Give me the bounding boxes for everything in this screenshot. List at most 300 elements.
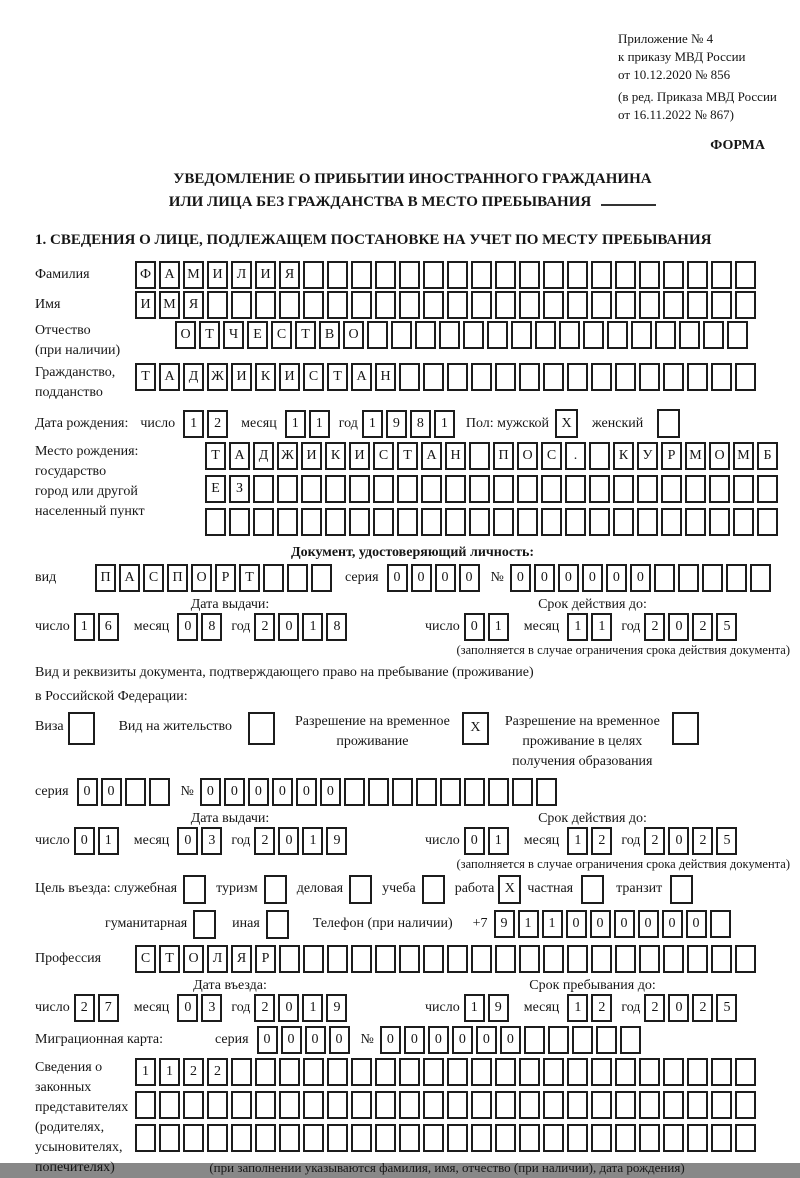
form-cell[interactable] — [415, 321, 436, 349]
form-cell[interactable] — [639, 1091, 660, 1119]
form-cell[interactable]: 2 — [692, 827, 713, 855]
form-cell[interactable] — [487, 321, 508, 349]
form-cell[interactable]: Р — [661, 442, 682, 470]
form-cell[interactable] — [750, 564, 771, 592]
form-cell[interactable] — [469, 442, 490, 470]
permit-issue-year-cells[interactable] — [254, 827, 350, 855]
form-cell[interactable]: Т — [327, 363, 348, 391]
private-checkbox[interactable] — [581, 875, 604, 904]
form-cell[interactable]: 0 — [638, 910, 659, 938]
form-cell[interactable] — [709, 475, 730, 503]
form-cell[interactable] — [543, 1091, 564, 1119]
form-cell[interactable]: С — [271, 321, 292, 349]
form-cell[interactable] — [423, 261, 444, 289]
form-cell[interactable] — [543, 1058, 564, 1086]
form-cell[interactable]: М — [183, 261, 204, 289]
form-cell[interactable] — [735, 945, 756, 973]
form-cell[interactable] — [711, 291, 732, 319]
form-cell[interactable] — [733, 475, 754, 503]
form-cell[interactable]: 0 — [510, 564, 531, 592]
male-checkbox[interactable]: X — [555, 409, 578, 438]
form-cell[interactable] — [735, 363, 756, 391]
form-cell[interactable]: 1 — [302, 613, 323, 641]
form-cell[interactable] — [135, 1124, 156, 1152]
form-cell[interactable] — [351, 1124, 372, 1152]
other-checkbox[interactable] — [266, 910, 289, 939]
form-cell[interactable] — [495, 945, 516, 973]
form-cell[interactable] — [327, 1124, 348, 1152]
form-cell[interactable]: 9 — [488, 994, 509, 1022]
form-cell[interactable] — [679, 321, 700, 349]
form-cell[interactable] — [567, 1091, 588, 1119]
form-cell[interactable]: К — [613, 442, 634, 470]
form-cell[interactable] — [567, 945, 588, 973]
form-cell[interactable] — [183, 1124, 204, 1152]
form-cell[interactable]: 0 — [305, 1026, 326, 1054]
form-cell[interactable]: Н — [445, 442, 466, 470]
form-cell[interactable]: 1 — [567, 613, 588, 641]
form-cell[interactable]: О — [175, 321, 196, 349]
surname-cells[interactable] — [135, 261, 759, 289]
form-cell[interactable] — [543, 363, 564, 391]
form-cell[interactable] — [567, 1058, 588, 1086]
form-cell[interactable] — [615, 1058, 636, 1086]
form-cell[interactable]: 0 — [500, 1026, 521, 1054]
form-cell[interactable] — [735, 291, 756, 319]
form-cell[interactable]: 1 — [74, 613, 95, 641]
form-cell[interactable]: 0 — [476, 1026, 497, 1054]
form-cell[interactable]: Т — [205, 442, 226, 470]
form-cell[interactable] — [303, 1124, 324, 1152]
form-cell[interactable] — [349, 508, 370, 536]
form-cell[interactable] — [709, 508, 730, 536]
form-cell[interactable] — [303, 261, 324, 289]
form-cell[interactable] — [711, 1091, 732, 1119]
reps-row1-cells[interactable] — [135, 1058, 759, 1086]
form-cell[interactable]: 0 — [411, 564, 432, 592]
form-cell[interactable] — [702, 564, 723, 592]
form-cell[interactable] — [399, 363, 420, 391]
stay-month-cells[interactable] — [567, 994, 615, 1022]
residence-permit-checkbox[interactable] — [248, 712, 275, 745]
form-cell[interactable]: Ф — [135, 261, 156, 289]
form-cell[interactable]: Н — [375, 363, 396, 391]
form-cell[interactable] — [207, 291, 228, 319]
form-cell[interactable] — [303, 1058, 324, 1086]
form-cell[interactable]: Д — [183, 363, 204, 391]
form-cell[interactable] — [519, 291, 540, 319]
migr-series-cells[interactable] — [257, 1026, 353, 1054]
form-cell[interactable] — [279, 291, 300, 319]
form-cell[interactable]: П — [95, 564, 116, 592]
form-cell[interactable]: Е — [247, 321, 268, 349]
form-cell[interactable]: . — [565, 442, 586, 470]
form-cell[interactable]: О — [183, 945, 204, 973]
form-cell[interactable] — [637, 508, 658, 536]
form-cell[interactable] — [735, 1124, 756, 1152]
form-cell[interactable]: 0 — [452, 1026, 473, 1054]
form-cell[interactable] — [464, 778, 485, 806]
form-cell[interactable]: Е — [205, 475, 226, 503]
form-cell[interactable] — [416, 778, 437, 806]
form-cell[interactable]: О — [517, 442, 538, 470]
form-cell[interactable] — [572, 1026, 593, 1054]
form-cell[interactable] — [541, 508, 562, 536]
form-cell[interactable] — [710, 910, 731, 938]
form-cell[interactable]: 0 — [404, 1026, 425, 1054]
form-cell[interactable]: 1 — [362, 410, 383, 438]
form-cell[interactable] — [517, 475, 538, 503]
form-cell[interactable] — [495, 363, 516, 391]
form-cell[interactable] — [471, 291, 492, 319]
form-cell[interactable] — [471, 1091, 492, 1119]
form-cell[interactable] — [495, 291, 516, 319]
form-cell[interactable]: 7 — [98, 994, 119, 1022]
permit-number-cells[interactable] — [200, 778, 560, 806]
form-cell[interactable]: П — [167, 564, 188, 592]
tourism-checkbox[interactable] — [264, 875, 287, 904]
form-cell[interactable]: 9 — [386, 410, 407, 438]
birthplace-row2-cells[interactable] — [205, 475, 781, 503]
form-cell[interactable] — [687, 1058, 708, 1086]
phone-cells[interactable] — [494, 910, 734, 938]
form-cell[interactable] — [205, 508, 226, 536]
form-cell[interactable]: 0 — [200, 778, 221, 806]
form-cell[interactable] — [447, 1124, 468, 1152]
form-cell[interactable]: 2 — [254, 994, 275, 1022]
form-cell[interactable] — [255, 291, 276, 319]
work-checkbox[interactable]: X — [498, 875, 521, 904]
migr-number-cells[interactable] — [380, 1026, 644, 1054]
form-cell[interactable] — [583, 321, 604, 349]
form-cell[interactable] — [277, 475, 298, 503]
form-cell[interactable] — [639, 291, 660, 319]
transit-checkbox[interactable] — [670, 875, 693, 904]
form-cell[interactable]: А — [119, 564, 140, 592]
form-cell[interactable] — [519, 1124, 540, 1152]
form-cell[interactable]: З — [229, 475, 250, 503]
visa-checkbox[interactable] — [68, 712, 95, 745]
doc-valid-year-cells[interactable] — [644, 613, 740, 641]
form-cell[interactable] — [567, 291, 588, 319]
form-cell[interactable] — [543, 1124, 564, 1152]
form-cell[interactable]: А — [351, 363, 372, 391]
form-cell[interactable]: 1 — [542, 910, 563, 938]
form-cell[interactable]: 0 — [177, 994, 198, 1022]
form-cell[interactable]: 1 — [567, 827, 588, 855]
form-cell[interactable]: 1 — [302, 994, 323, 1022]
form-cell[interactable]: О — [343, 321, 364, 349]
form-cell[interactable] — [125, 778, 146, 806]
form-cell[interactable]: 0 — [459, 564, 480, 592]
form-cell[interactable]: 3 — [201, 827, 222, 855]
form-cell[interactable]: 9 — [326, 827, 347, 855]
form-cell[interactable]: С — [303, 363, 324, 391]
form-cell[interactable] — [423, 291, 444, 319]
form-cell[interactable] — [447, 291, 468, 319]
form-cell[interactable]: Т — [295, 321, 316, 349]
permit-valid-year-cells[interactable] — [644, 827, 740, 855]
form-cell[interactable]: Т — [239, 564, 260, 592]
form-cell[interactable] — [327, 261, 348, 289]
form-cell[interactable] — [519, 363, 540, 391]
form-cell[interactable] — [327, 945, 348, 973]
form-cell[interactable]: Т — [397, 442, 418, 470]
form-cell[interactable] — [351, 1091, 372, 1119]
form-cell[interactable] — [620, 1026, 641, 1054]
form-cell[interactable] — [301, 475, 322, 503]
form-cell[interactable]: 0 — [662, 910, 683, 938]
form-cell[interactable]: 0 — [296, 778, 317, 806]
form-cell[interactable]: 1 — [98, 827, 119, 855]
form-cell[interactable] — [488, 778, 509, 806]
doc-issue-year-cells[interactable] — [254, 613, 350, 641]
entry-day-cells[interactable] — [74, 994, 122, 1022]
form-cell[interactable] — [591, 261, 612, 289]
form-cell[interactable] — [367, 321, 388, 349]
form-cell[interactable] — [277, 508, 298, 536]
form-cell[interactable] — [279, 1124, 300, 1152]
form-cell[interactable] — [687, 291, 708, 319]
form-cell[interactable] — [519, 1058, 540, 1086]
form-cell[interactable] — [231, 1058, 252, 1086]
form-cell[interactable]: 0 — [387, 564, 408, 592]
form-cell[interactable] — [548, 1026, 569, 1054]
form-cell[interactable]: 5 — [716, 613, 737, 641]
form-cell[interactable] — [399, 1124, 420, 1152]
form-cell[interactable]: 1 — [591, 613, 612, 641]
form-cell[interactable] — [351, 291, 372, 319]
form-cell[interactable]: 1 — [488, 827, 509, 855]
form-cell[interactable]: 2 — [254, 613, 275, 641]
form-cell[interactable]: 0 — [74, 827, 95, 855]
patronymic-cells[interactable] — [175, 321, 751, 349]
doc-type-cells[interactable] — [95, 564, 335, 592]
form-cell[interactable]: 1 — [135, 1058, 156, 1086]
form-cell[interactable]: 1 — [567, 994, 588, 1022]
form-cell[interactable]: 0 — [101, 778, 122, 806]
birth-month-cells[interactable] — [285, 410, 333, 438]
form-cell[interactable]: 8 — [201, 613, 222, 641]
form-cell[interactable] — [726, 564, 747, 592]
stay-day-cells[interactable] — [464, 994, 512, 1022]
form-cell[interactable] — [445, 508, 466, 536]
form-cell[interactable]: 0 — [606, 564, 627, 592]
form-cell[interactable] — [423, 1124, 444, 1152]
form-cell[interactable] — [637, 475, 658, 503]
form-cell[interactable] — [392, 778, 413, 806]
form-cell[interactable]: А — [159, 261, 180, 289]
form-cell[interactable]: 5 — [716, 994, 737, 1022]
form-cell[interactable]: 0 — [278, 827, 299, 855]
form-cell[interactable]: 0 — [428, 1026, 449, 1054]
form-cell[interactable] — [639, 363, 660, 391]
form-cell[interactable] — [663, 945, 684, 973]
form-cell[interactable] — [159, 1091, 180, 1119]
form-cell[interactable] — [495, 261, 516, 289]
form-cell[interactable] — [279, 1091, 300, 1119]
form-cell[interactable] — [311, 564, 332, 592]
permit-valid-day-cells[interactable] — [464, 827, 512, 855]
form-cell[interactable]: 1 — [434, 410, 455, 438]
form-cell[interactable] — [421, 508, 442, 536]
form-cell[interactable]: И — [255, 261, 276, 289]
form-cell[interactable] — [447, 1091, 468, 1119]
form-cell[interactable]: И — [135, 291, 156, 319]
form-cell[interactable]: 8 — [410, 410, 431, 438]
form-cell[interactable]: И — [207, 261, 228, 289]
form-cell[interactable]: 0 — [464, 613, 485, 641]
form-cell[interactable] — [615, 945, 636, 973]
form-cell[interactable] — [495, 1124, 516, 1152]
form-cell[interactable] — [391, 321, 412, 349]
form-cell[interactable] — [495, 1058, 516, 1086]
form-cell[interactable] — [375, 291, 396, 319]
form-cell[interactable] — [149, 778, 170, 806]
form-cell[interactable] — [565, 508, 586, 536]
form-cell[interactable]: 0 — [329, 1026, 350, 1054]
form-cell[interactable] — [327, 1058, 348, 1086]
temp-residence-checkbox[interactable]: X — [462, 712, 489, 745]
form-cell[interactable] — [711, 363, 732, 391]
form-cell[interactable]: Т — [159, 945, 180, 973]
form-cell[interactable] — [327, 291, 348, 319]
form-cell[interactable] — [639, 945, 660, 973]
citizenship-cells[interactable] — [135, 363, 759, 391]
form-cell[interactable] — [565, 475, 586, 503]
form-cell[interactable] — [687, 261, 708, 289]
form-cell[interactable]: И — [231, 363, 252, 391]
form-cell[interactable] — [447, 261, 468, 289]
form-cell[interactable] — [255, 1058, 276, 1086]
form-cell[interactable] — [687, 945, 708, 973]
form-cell[interactable]: Д — [253, 442, 274, 470]
form-cell[interactable] — [253, 475, 274, 503]
form-cell[interactable] — [255, 1124, 276, 1152]
form-cell[interactable]: С — [373, 442, 394, 470]
form-cell[interactable]: 0 — [177, 827, 198, 855]
doc-series-cells[interactable] — [387, 564, 483, 592]
form-cell[interactable] — [351, 1058, 372, 1086]
form-cell[interactable] — [615, 363, 636, 391]
form-cell[interactable]: Р — [215, 564, 236, 592]
form-cell[interactable] — [207, 1091, 228, 1119]
form-cell[interactable]: 2 — [692, 994, 713, 1022]
form-cell[interactable]: 2 — [74, 994, 95, 1022]
form-cell[interactable] — [519, 1091, 540, 1119]
doc-valid-month-cells[interactable] — [567, 613, 615, 641]
doc-issue-month-cells[interactable] — [177, 613, 225, 641]
form-cell[interactable] — [517, 508, 538, 536]
form-cell[interactable]: И — [279, 363, 300, 391]
form-cell[interactable]: 2 — [183, 1058, 204, 1086]
form-cell[interactable] — [399, 945, 420, 973]
form-cell[interactable] — [445, 475, 466, 503]
form-cell[interactable]: 1 — [518, 910, 539, 938]
form-cell[interactable]: Р — [255, 945, 276, 973]
form-cell[interactable]: С — [135, 945, 156, 973]
form-cell[interactable] — [423, 1091, 444, 1119]
name-cells[interactable] — [135, 291, 759, 319]
form-cell[interactable] — [607, 321, 628, 349]
form-cell[interactable]: 2 — [692, 613, 713, 641]
form-cell[interactable]: Ч — [223, 321, 244, 349]
form-cell[interactable] — [135, 1091, 156, 1119]
form-cell[interactable] — [639, 1058, 660, 1086]
reps-row3-cells[interactable] — [135, 1124, 759, 1152]
form-cell[interactable]: 0 — [558, 564, 579, 592]
form-cell[interactable]: В — [319, 321, 340, 349]
form-cell[interactable] — [591, 1058, 612, 1086]
business-checkbox[interactable] — [349, 875, 372, 904]
form-cell[interactable]: А — [421, 442, 442, 470]
form-cell[interactable]: 1 — [309, 410, 330, 438]
form-cell[interactable] — [351, 945, 372, 973]
form-cell[interactable]: Л — [207, 945, 228, 973]
form-cell[interactable] — [639, 1124, 660, 1152]
form-cell[interactable] — [536, 778, 557, 806]
form-cell[interactable]: 3 — [201, 994, 222, 1022]
form-cell[interactable] — [303, 291, 324, 319]
form-cell[interactable]: 0 — [668, 827, 689, 855]
form-cell[interactable] — [447, 945, 468, 973]
form-cell[interactable]: М — [685, 442, 706, 470]
form-cell[interactable] — [567, 363, 588, 391]
form-cell[interactable] — [519, 261, 540, 289]
form-cell[interactable] — [423, 945, 444, 973]
birthplace-row3-cells[interactable] — [205, 508, 781, 536]
form-cell[interactable] — [421, 475, 442, 503]
form-cell[interactable] — [703, 321, 724, 349]
form-cell[interactable] — [368, 778, 389, 806]
form-cell[interactable]: Т — [135, 363, 156, 391]
permit-issue-month-cells[interactable] — [177, 827, 225, 855]
profession-cells[interactable] — [135, 945, 759, 973]
form-cell[interactable] — [399, 261, 420, 289]
form-cell[interactable]: 9 — [494, 910, 515, 938]
form-cell[interactable]: О — [709, 442, 730, 470]
form-cell[interactable] — [255, 1091, 276, 1119]
form-cell[interactable]: 0 — [320, 778, 341, 806]
form-cell[interactable]: К — [255, 363, 276, 391]
form-cell[interactable]: 2 — [591, 827, 612, 855]
form-cell[interactable] — [511, 321, 532, 349]
form-cell[interactable] — [351, 261, 372, 289]
form-cell[interactable] — [541, 475, 562, 503]
form-cell[interactable] — [373, 508, 394, 536]
form-cell[interactable] — [399, 291, 420, 319]
form-cell[interactable]: И — [301, 442, 322, 470]
form-cell[interactable] — [687, 363, 708, 391]
form-cell[interactable] — [589, 442, 610, 470]
form-cell[interactable] — [663, 363, 684, 391]
form-cell[interactable]: 2 — [644, 827, 665, 855]
form-cell[interactable]: 0 — [566, 910, 587, 938]
form-cell[interactable]: 0 — [630, 564, 651, 592]
form-cell[interactable] — [589, 508, 610, 536]
form-cell[interactable] — [279, 945, 300, 973]
form-cell[interactable] — [591, 1091, 612, 1119]
form-cell[interactable]: 0 — [177, 613, 198, 641]
form-cell[interactable] — [678, 564, 699, 592]
form-cell[interactable] — [325, 475, 346, 503]
form-cell[interactable]: 0 — [278, 994, 299, 1022]
form-cell[interactable]: 1 — [302, 827, 323, 855]
form-cell[interactable] — [735, 1091, 756, 1119]
form-cell[interactable]: 0 — [686, 910, 707, 938]
form-cell[interactable] — [231, 1124, 252, 1152]
form-cell[interactable]: 0 — [224, 778, 245, 806]
